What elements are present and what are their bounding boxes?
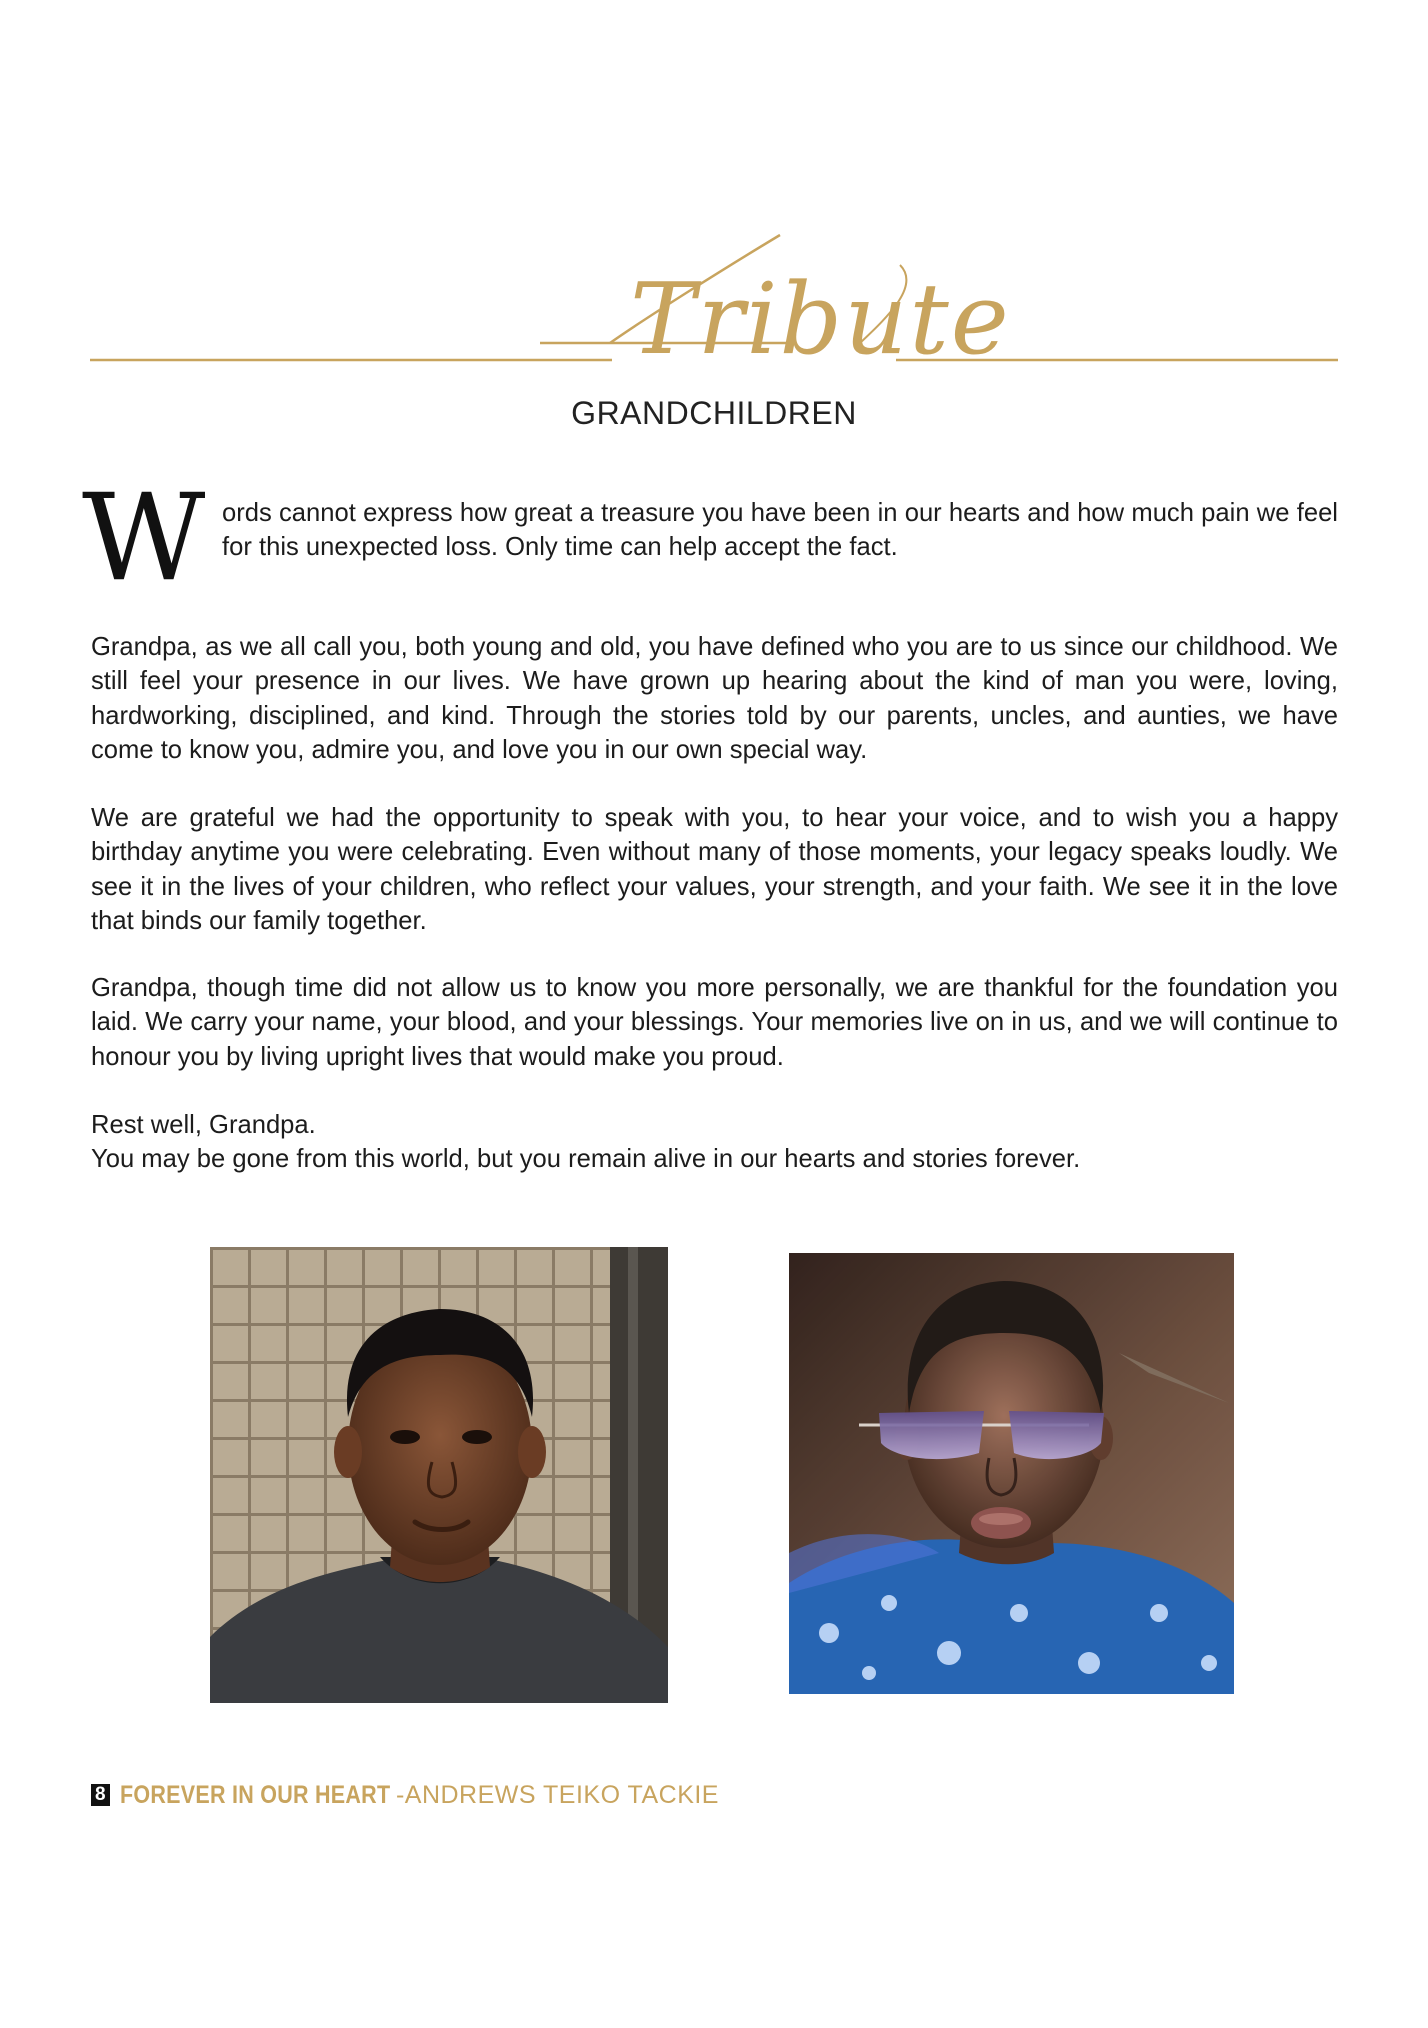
footer-title: FOREVER IN OUR HEART xyxy=(119,1780,390,1809)
intro-block xyxy=(82,469,1338,608)
paragraph-2: We are grateful we had the opportunity to speak with you, to hear your voice, and to wish you a happy birthday anytime you were celebrating. Even without many of those moments, your legacy speaks loudly. We see it in the lives of your children, who reflect your values, your strength, and your faith. We see it in the love that binds our family together. xyxy=(91,804,1338,935)
section-title: GRANDCHILDREN xyxy=(571,395,857,431)
grandson-photo xyxy=(210,1247,668,1703)
footer-name: -ANDREWS TEIKO TACKIE xyxy=(395,1780,719,1809)
page-footer xyxy=(91,1780,719,1810)
closing-line-2: You may be gone from this world, but you remain alive in our hearts and stories forever. xyxy=(91,1145,1081,1174)
page-number: 8 xyxy=(91,1784,110,1806)
tribute-body xyxy=(82,469,1338,1174)
intro-paragraph: ords cannot express how great a treasure you have been in our hearts and how much pain we feel for this unexpected loss. Only time can help accept the fact. xyxy=(222,499,1338,562)
closing-block xyxy=(91,1108,1338,1177)
tribute-heading-graphic xyxy=(90,225,1338,375)
closing-line-1: Rest well, Grandpa. xyxy=(91,1111,316,1139)
tribute-header xyxy=(90,225,1338,375)
paragraph-1: Grandpa, as we all call you, both young and old, you have defined who you are to us since our childhood. We still feel your presence in our lives. We have grown up hearing about the kind of man you were, loving, hardworking, disciplined, and kind. Through the stories told by our parents, uncles, and aunties, we have come to know you, admire you, and love you in our own special way. xyxy=(91,633,1338,764)
drop-cap: W xyxy=(82,469,206,608)
granddaughter-photo xyxy=(789,1253,1234,1694)
paragraph-3: Grandpa, though time did not allow us to know you more personally, we are thankful for the foundation you laid. We carry your name, your blood, and your blessings. Your memories live on in us, and we will continue to honour you by living upright lives that would make you proud. xyxy=(91,974,1338,1071)
script-title: Tribute xyxy=(630,263,1011,375)
